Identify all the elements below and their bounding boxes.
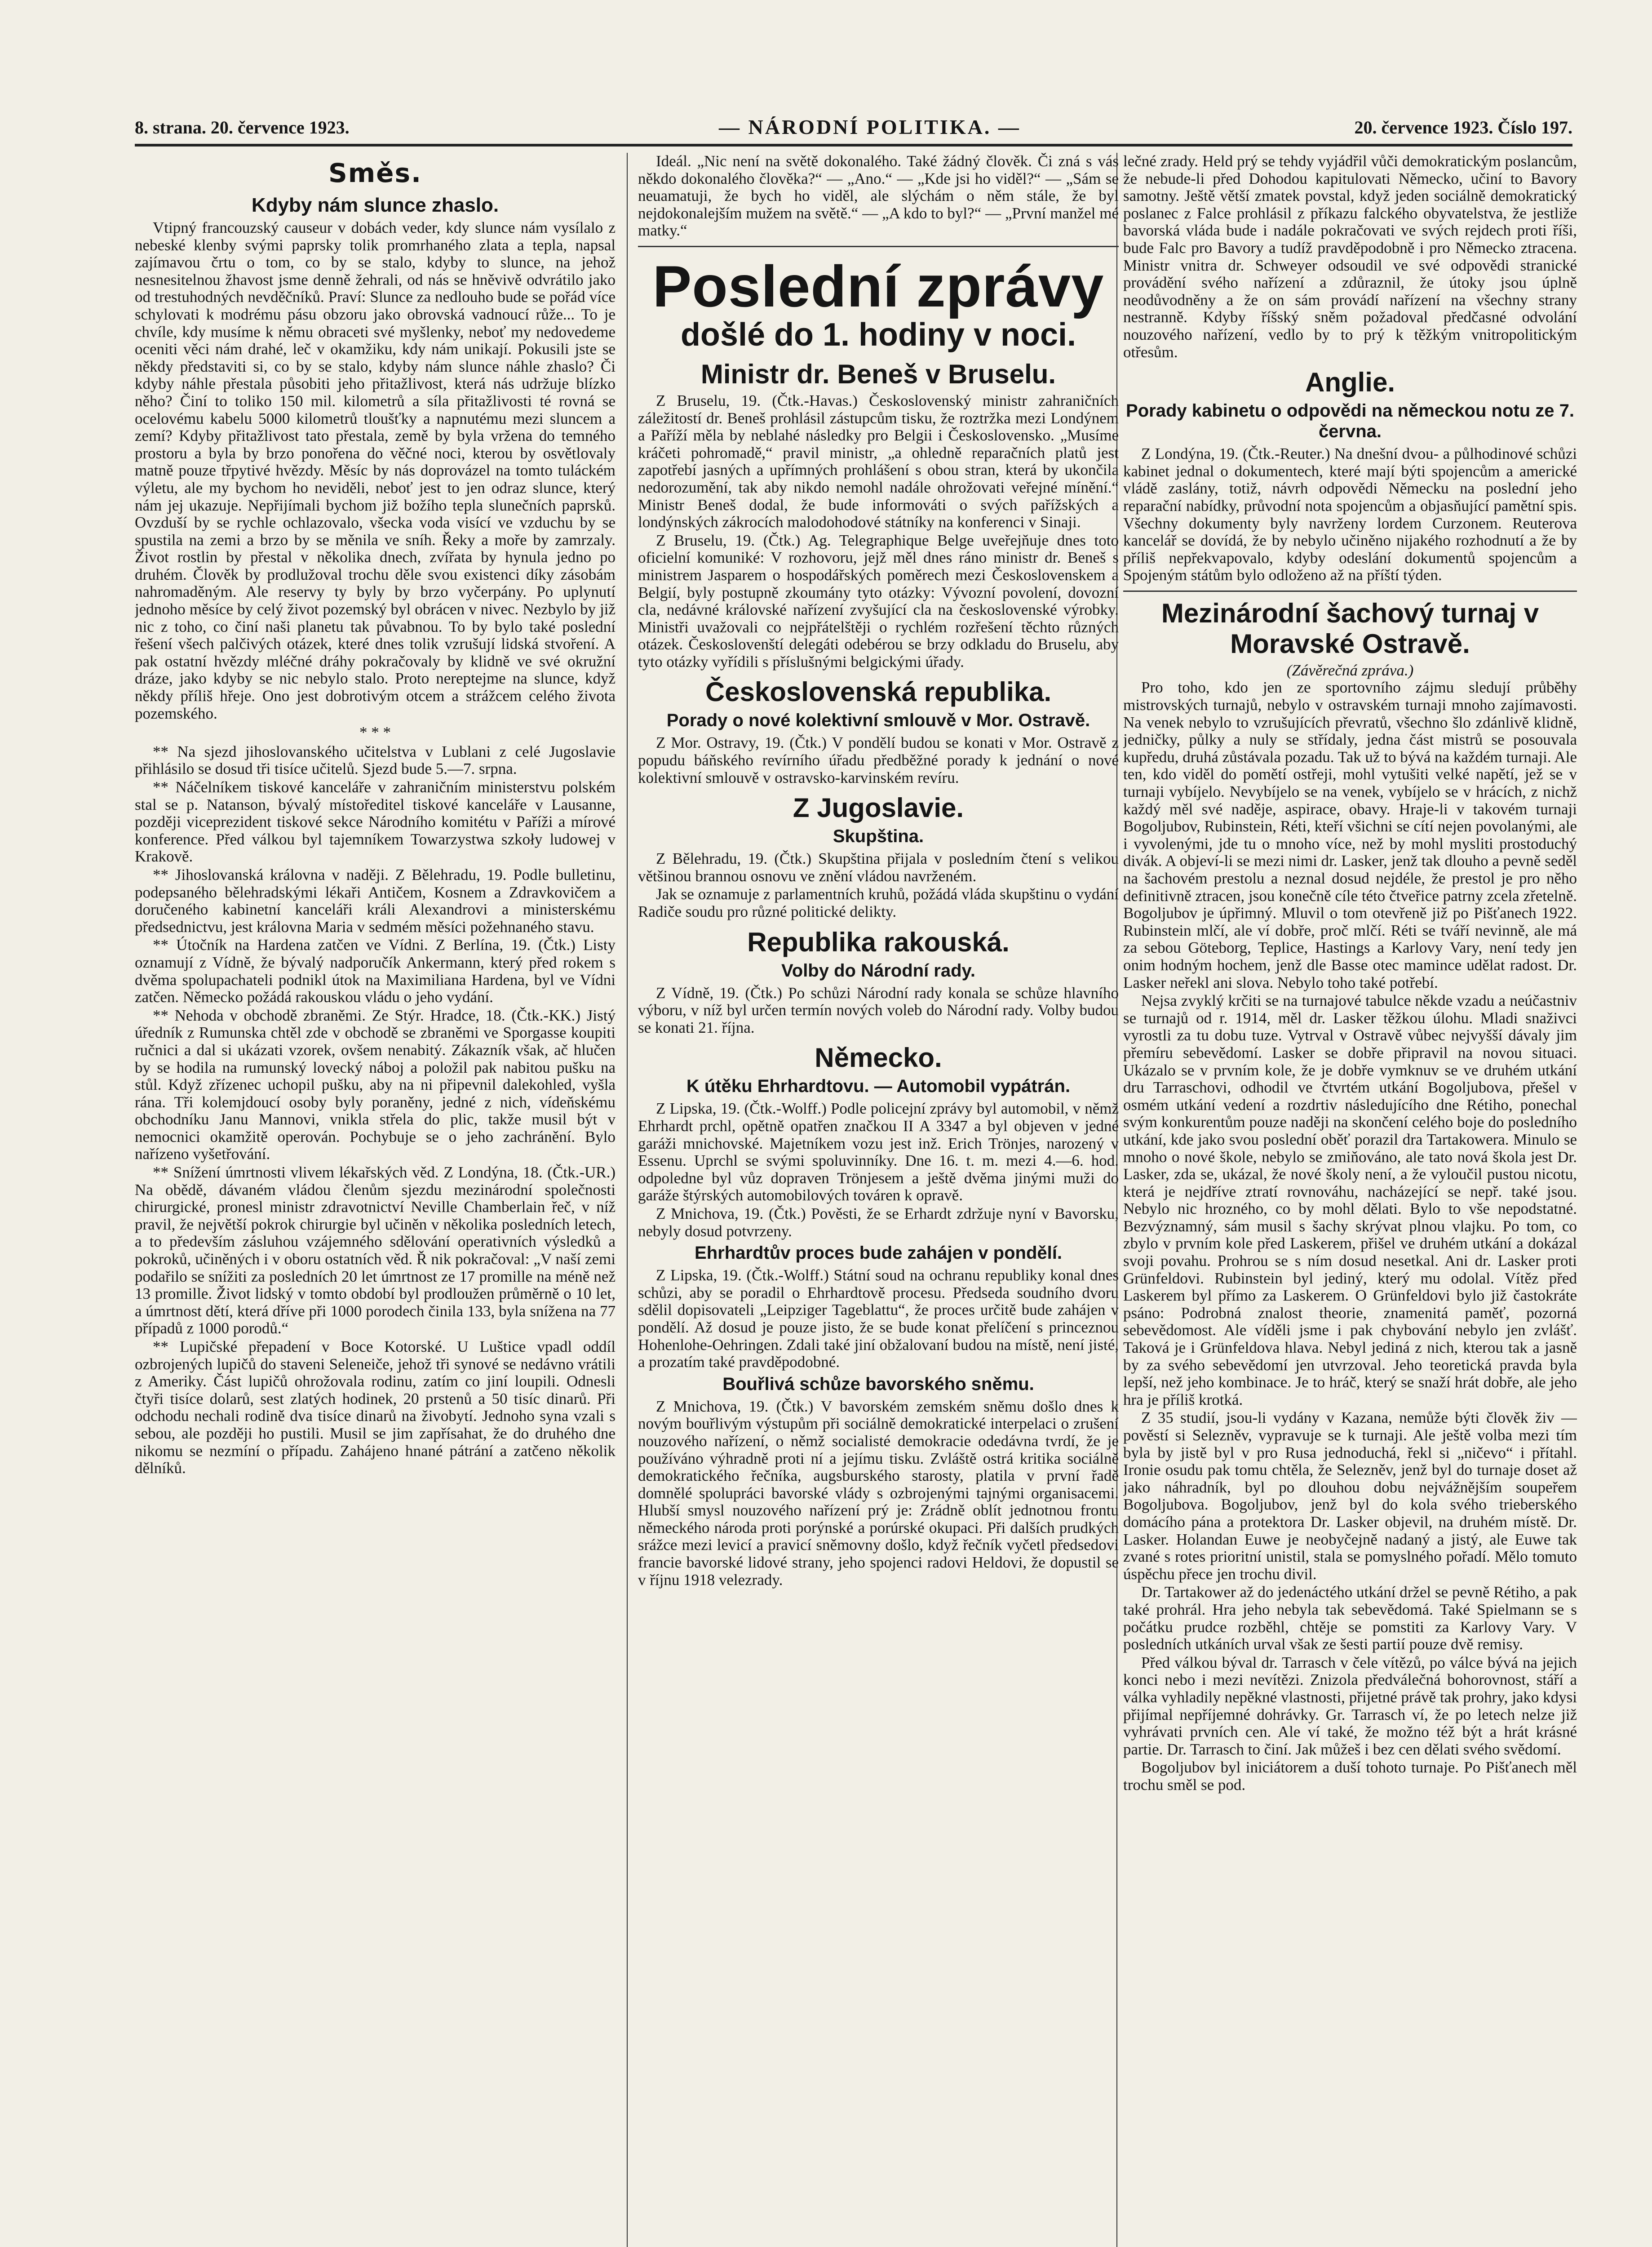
article-paragraph: Z Lipska, 19. (Čtk.-Wolff.) Státní soud na ochranu republiky konal dnes schůzi, aby se poradil o Ehrhardtově procesu. Předseda soudního dvoru sdělil dopisovateli „Leipziger Tageblattu“, že proces určitě bude zahájen v pondělí. Až dosud je pouze jisto, že se bude konat přelíčení s princeznou Hohenlohe-Oehringen. Zdali také jiní obžalovaní budou na místě, není jisté, a prozatím také pravděpodobné. bbox=[638, 1266, 1119, 1371]
article-headline: Německo. bbox=[815, 1043, 942, 1073]
article-paragraph: Jak se oznamuje z parlamentních kruhů, požádá vláda skupštinu o vydání Radiče soudu pro různé politické delikty. bbox=[638, 885, 1119, 921]
article-note: (Závěrečná zpráva.) bbox=[1286, 661, 1414, 679]
masthead bbox=[135, 112, 1572, 147]
page-info-right: 20. července 1923. Číslo 197. bbox=[1354, 117, 1572, 138]
article-headline: Z Jugoslavie. bbox=[793, 793, 964, 823]
article-paragraph: Nejsa zvyklý krčiti se na turnajové tabulce někde vzadu a neúčastniv se turnajů od r. 1914, měl dr. Lasker těžkou úlohu. Mladi snaživci vyrostli za tu dobu tuze. Vytrval v Ostravě vůbec nejvyšší dávaly jim přemíru sebevědomí. Lasker se dobře připravil na novou situaci. Ukázalo se v prvním kole, že je dobře vymknuv se ve druhém utkání dru Tarraschovi, odhodil ve čtvrtém utkání Bogoljubova, přešel v osmém utkání vedení a rozdrtiv následujícího dne Rétiho, ponechal svým konkurentům pouze naději na skončení celého boje do posledního utkání, kde jako svou poslední oběť porazil dra Tartakowera. Minulo se mnoho o nové škole, nebylo se zmiňováno, ale tato nová škola jest Dr. Lasker, zda se, ukázal, že nové školy není, a že vyloučil pustou nicotu, která je nejdříve ztratí rovnováhu, nacházející se nepř. také jsou. Nebylo nic hrozného, co by mohl dělati. Bylo to vše nepodstatné. Bezvýznamný, sám musil s šachy skrývat plnou vlajku. Po tom, co zbylo v prvním kole před Laskerem, přišel ve druhém utkání a dokázal svoji povahu. Prohrou se s ním dosud nesetkal. Ani dr. Lasker proti Grünfeldovi. Rubinstein byl jediný, který mu odolal. Vítěz před Laskerem byl přímo za Laskerem. O Grünfeldovi bylo již častokráte psáno: Podrobná znalost theorie, znamenitá paměť, pozorná sebevědomost. Ale víděli jsme i pak chybování nebylo jen zvlášť. Taková je i Grünfeldova hlava. Nebyl jediná z nich, kterou tak a jasně by za svého sebevědomí jen utvrzoval. Jeho teoretická pravda byla lepší, než jeho kombinace. Je to hráč, který se snaží hrát dobře, ale jeho hra je příliš krotká. bbox=[1123, 992, 1577, 1408]
anecdote: Ideál. „Nic není na světě dokonalého. Také žádný člověk. Či zná s vás někdo dokonalého člověka?“ — „Ano.“ — „Kde jsi ho viděl?“ — „Sám se neuamatuji, že bych ho viděl, ale slýchám o něm stále, že byl nejdokonalejším mužem na světě.“ — „A kdo to byl?“ — „První manžel mé matky.“ bbox=[638, 153, 1119, 240]
column-2 bbox=[638, 153, 1119, 2247]
news-item: ** Náčelníkem tiskové kanceláře v zahraničním ministerstvu polském stal se p. Natanson, bývalý místoředitel tiskové kanceláře v Lausanne, později viceprezident tiskové sekce Národního komitétu v Paříži a mírové konference. Před válkou byl tajemníkem Towarzystwa szkoły ludowej v Krakově. bbox=[135, 778, 616, 866]
article-paragraph: Pro toho, kdo jen ze sportovního zájmu sledují průběhy mistrovských turnajů, nebylo v ostravském turnaji mnoho zajímavosti. Na venek nebylo to vzrušujících převratů, všechno šlo zdánlivě klidně, jedničky, půlky a nuly se střídaly, jedna část mistrů se posouvala kupředu, druhá zůstávala pozadu. Tak už to bývá na každém turnaji. Ale ten, kdo viděl do pomětí ostřeji, mohl vytušiti velké napětí, jež se v turnaji vybíjelo. Nevybíjelo se na venek, vybíjelo se v hrácích, z nichž každý měl své naděje, aspirace, obavy. Hraje-li v takovém turnaji Bogoljubov, Rubinstein, Réti, kteří všichni se cítí nejen povolanými, ale i vyvolenými, jde tu o mnoho více, než by mohl mysliti prostoduchý divák. A objeví-li se mezi nimi dr. Lasker, jenž tak dlouho a pevně seděl na šachovém prestolu a neznal dosud nejdéle, že prestol je pro něho definitivně ztracen, jsou konečně cíle této čtveřice patrny zcela zřetelně. Bogoljubov je úpřimný. Mluvil o tom otevřeně již po Pišťanech 1922. Rubinstein mlčí, ale ví dobře, proč mlčí. Réti se tváří nevinně, ale má za sebou Göteborg, Teplice, Hastings a Karlovy Vary, není tedy jen onim hodným hochem, jenž dle Basse otec mamince udělat radost. Dr. Lasker neřekl ani slova. Nebylo toho také potřebí. bbox=[1123, 679, 1577, 991]
column-3 bbox=[1123, 153, 1577, 2247]
news-item: ** Na sjezd jihoslovanského učitelstva v Lublani z celé Jugoslavie přihlásilo se dosud tři tisíce učitelů. Sjezd bude 5.—7. srpna. bbox=[135, 742, 616, 778]
column-rule bbox=[627, 153, 628, 2247]
section-banner: Poslední zprávy bbox=[652, 253, 1104, 319]
article-headline: Republika rakouská. bbox=[747, 927, 1010, 957]
divider bbox=[638, 246, 1119, 247]
column-1 bbox=[135, 153, 616, 2247]
article-paragraph: Z Bruselu, 19. (Čtk.-Havas.) Československý ministr zahraničních záležitostí dr. Beneš prohlásil zástupcům tisku, že roztržka mezi Londýnem a Paříží měla by neblahé následky pro Belgii i Československo. „Musíme kráčeti pohromadě,“ pravil ministr, „a ohledně reparačních platů jest zapotřebí jasných a upřímných prohlášení s obou stran, která by ukončila nedorozumění, tak aby nikdo nemohl nadále ohrožovati veřejné mínění.“ Ministr Beneš dodal, že bude informováti o svých pařížských a londýnských zákrocích malodohodové státníky na konferenci v Sinaji. bbox=[638, 391, 1119, 531]
page-info-left: 8. strana. 20. července 1923. bbox=[135, 117, 350, 138]
article-paragraph: Vtipný francouzský causeur v dobách veder, kdy slunce nám vysílalo z nebeské klenby svými paprsky tolik promrhaného zlata a tepla, napsal zajímavou črtu o tom, co by se stalo, kdyby to slunce, na jehož nesnesitelnou žhavost jsme denně žehrali, od nás se hněvivě odvrátilo jako od trestuhodných nevděčníků. Praví: Slunce za nedlouho bude se pořád více schylovati k modrému pásu obzoru jako obrovská vadnoucí růže... To je chvíle, kdy musíme k němu obraceti své myšlenky, neboť my nedovedeme oceniti věci nám drahé, leč v okamžiku, kdy nám unikají. Pokusili jste se někdy představiti si, co by se stalo, kdyby nám slunce náhle zhaslo? Či kdyby náhle přestala působiti jeho přitažlivost, která nás udržuje blízko něho? Činí to toliko 150 mil. kilometrů a síla přitažlivosti té rovná se ocelovému kabelu 5000 kilometrů tloušťky a napnutému mezi sluncem a zemí? Kdyby přitažlivost tato přestala, země by byla vržena do temného prostoru a byla by brzo ponořena do věčné noci, kterou by osvětlovaly matně pouze třpytivé hvězdy. Měsíc by nás doprovázel na tomto tuláckém výletu, ale my bychom ho neviděli, neboť jest to jen odraz slunce, který nám jej ukazuje. Nepřijímali bychom již božího tepla slunečních paprsků. Ovzduší by se rychle ochlazovalo, všecka voda visící ve vzduchu by se spustila na zemi a brzo by se měnila ve sníh. Řeky a moře by zamrzaly. Život rostlin by přestal v několika dnech, zvířata by hynula jedno po druhém. Člověk by prodlužoval trochu děle svou existenci díky zásobám nahromaděným. Ale reservy ty byly by brzo vyčerpány. Po uplynutí jednoho měsíce by celý život pozemský byl obrácen v nivec. Nezbylo by již nic z toho, co činí naši planetu tak půvabnou. To by bylo také poslední řešení všech palčivých otázek, které dnes tolik vzrušují lidská stvoření. A pak ostatní hvězdy mléčné dráhy pokračovaly by klidně ve své okružní dráze, jako kdyby se nic nebylo stalo. Proto nereptejme na slunce, když někdy příliš hřeje. Ono jest dobrotivým otcem a strážcem celého života pozemského. bbox=[135, 219, 616, 722]
section-title: Směs. bbox=[328, 158, 422, 188]
article-subheadline: Porady o nové kolektivní smlouvě v Mor. Ostravě. bbox=[666, 711, 1090, 731]
article-paragraph: lečné zrady. Held prý se tehdy vyjádřil vůči demokratickým poslancům, že nebude-li před Dohodou kapitulovati Německo, učiní to Bavory samotny. Ještě větší zmatek povstal, když jeden sociálně demokratický poslanec z Falce prohlásil z příkazu falckého obyvatelstva, že jestliže bavorská vláda bude i nadále pokračovati ve svých rejdech proti říši, bude Falc pro Bavory a tudíž pravděpodobně i pro Německo ztracena. Ministr vnitra dr. Schweyer odsoudil ve své odpovědi stranické provádění svého nařízení a zdůraznil, že útoky jsou úplně neodůvodněny a že on sám provádí nařízení na všechny strany nestranně. Kdyby říšský sněm požadoval předčasné odvolání nouzového nařízení, vedlo by to prý k těžkým vnitropolitickým otřesům. bbox=[1123, 153, 1577, 361]
divider bbox=[1123, 591, 1577, 592]
article-paragraph: Z Bělehradu, 19. (Čtk.) Skupština přijala v posledním čtení s velikou většinou brannou osnovu ve znění vládou navrženém. bbox=[638, 850, 1119, 885]
article-paragraph: Z Mnichova, 19. (Čtk.) Pověsti, že se Erhardt zdržuje nyní v Bavorsku, nebyly dosud potvrzeny. bbox=[638, 1204, 1119, 1240]
article-paragraph: Z 35 studií, jsou-li vydány v Kazana, nemůže býti člověk živ — pověstí si Selezněv, vypravuje se k turnaji. Ale ještě volba mezi tím byla by jistě byl v pro Rusa jednoduchá, řekl si „ničevo“ i přítahl. Ironie osudu pak tomu chtěla, že Selezněv, jenž byl do turnaje doset až jako náhradník, byl po dlouhou dobu nejvážnějším soupeřem Bogoljubova. Bogoljubov, jenž byl do kola svého trieberského domácího pána a protektora Dr. Lasker objevil, na druhém místě. Dr. Lasker. Holandan Euwe je neobyčejně nadaný a jistý, ale Euwe tak zvané s rotes prioritní unistil, stala se pomyslného pořadí. Mělo tomuto úspěchu přece jen trochu divil. bbox=[1123, 1409, 1577, 1583]
article-subheadline: K útěku Ehrhardtovu. — Automobil vypátrán. bbox=[686, 1076, 1071, 1097]
article-paragraph: Z Mnichova, 19. (Čtk.) V bavorském zemském sněmu došlo dnes k novým bouřlivým výstupům při sociálně demokratické interpelaci o zrušení nouzového nařízení, o němž socialisté demokracie odedávna tvrdí, že je používáno výhradně proti ní a jejímu tisku. Zvláště ostrá kritika sociálně demokratického řečníka, augsburského starosty, platila v první řadě domnělé spolupráci bavorské vlády s ozbrojenými tajnými organisacemi. Hlubší smysl nouzového nařízení prý je: Zrádně oblít jednotnou frontu německého národa proti porýnské a porúrské okupaci. Při dalších prudkých srážce mezi levicí a pravicí sněmovny došlo, když řečník vyčetl předsedovi francie bavorské lidové strany, jeho spojenci radovi Heldovi, že dopustil se v říjnu 1918 velezrady. bbox=[638, 1397, 1119, 1589]
article-paragraph: Z Bruselu, 19. (Čtk.) Ag. Telegraphique Belge uveřejňuje dnes toto oficielní komuniké: V rozhovoru, jejž měl dnes ráno ministr dr. Beneš s ministrem Jasparem o hospodářských poměrech mezi Československem a Belgií, byly postupně zkoumány tyto otázky: Vývozní povolení, dovozní cla, nedávné královské nařízení zvyšující cla na československé výrobky. Ministři uvažovali co nejpřátelštěji o rychlém rozřešení těchto různých otázek. Českoslovenští delegáti odebérou se brzy odkladu do Bruselu, aby tyto otázky vyřídili s příslušnými belgickými úřady. bbox=[638, 531, 1119, 671]
news-item: ** Útočník na Hardena zatčen ve Vídni. Z Berlína, 19. (Čtk.) Listy oznamují z Vídně, že bývalý nadporučík Ankermann, který před rokem s dvěma spolupachateli podnikl útok na Maximiliana Hardena, byl ve Vídni zatčen. Německo požádá rakouskou vládu o jeho vydání. bbox=[135, 936, 616, 1006]
article-subheadline: Volby do Národní rady. bbox=[781, 960, 975, 981]
news-item: ** Jihoslovanská královna v naději. Z Bělehradu, 19. Podle bulletinu, podepsaného bělehradskými lékaři Antičem, Kosnem a Zdravkovičem a doručeného kabinetní kanceláři králi Alexandrovi a ministerskému předsednictvu, jest královna Maria v sedmém měsíci požehnaného stavu. bbox=[135, 866, 616, 936]
article-headline: Ministr dr. Beneš v Bruselu. bbox=[700, 359, 1056, 389]
article-headline: Mezinárodní šachový turnaj v Moravské Ostravě. bbox=[1161, 598, 1539, 659]
article-subheadline: Ehrhardtův proces bude zahájen v pondělí. bbox=[695, 1243, 1062, 1263]
article-headline: Anglie. bbox=[1305, 367, 1395, 398]
article-subheadline: Bouřlivá schůze bavorského sněmu. bbox=[722, 1374, 1034, 1394]
article-headline: Kdyby nám slunce zhaslo. bbox=[251, 194, 499, 216]
article-paragraph: Z Londýna, 19. (Čtk.-Reuter.) Na dnešní dvou- a půlhodinové schůzi kabinet jednal o dokumentech, které mají býti spojencům a americké vládě zaslány, totiž, návrh odpovědi Německu na poslední jeho reparační nabídky, průvodní nota spojencům a objasňující pamětní spis. Všechny dokumenty byly navrženy lordem Curzonem. Reuterova kancelář se dovídá, že by nebylo učiněno nijakého rozhodnutí a že by příliš nepřekvapovalo, kdyby odeslání dokumentů spojencům a Spojeným státům bylo odloženo až na příští týden. bbox=[1123, 445, 1577, 584]
article-paragraph: Z Lipska, 19. (Čtk.-Wolff.) Podle policejní zprávy byl automobil, v němž Ehrhardt prchl, opětně opatřen značkou II A 3347 a byl objeven v jedné garáži mnichovské. Majetníkem vozu jest inž. Erich Trönjes, narozený v Essenu. Uprchl se svými spoluvinníky. Dne 16. t. m. mezi 4.—6. hod. odpoledne byl vůz dopraven Trönjesem a ještě dvěma jinými muži do garáže štýrských automobilových továren k opravě. bbox=[638, 1100, 1119, 1204]
article-headline: Československá republika. bbox=[705, 677, 1052, 707]
article-subheadline: Porady kabinetu o odpovědi na německou notu ze 7. června. bbox=[1126, 401, 1574, 442]
news-item: ** Snížení úmrtnosti vlivem lékařských věd. Z Londýna, 18. (Čtk.-UR.) Na obědě, dávaném vládou členům sjezdu mezinárodní společnosti chirurgické, pronesl ministr zdravotnictví Neville Chamberlain řeč, v níž pravil, že největší pokrok chirurgie byl učiněn v několika posledních letech, a to především zásluhou vzájemného sdělování operativních výsledků a pokroků, učiněných i v oboru ostatních věd. Ř nik pokračoval: „V naší zemi podařilo se snížiti za posledních 20 let úmrtnost ze 17 promille na méně než 13 promille. Život lidský v tomto období byl prodloužen průměrně o 10 let, a úmrtnost dětí, která dříve při 1000 porodech činila 133, byla snížena na 77 případů z 1000 porodů.“ bbox=[135, 1163, 616, 1337]
article-paragraph: Před válkou býval dr. Tarrasch v čele vítězů, po válce bývá na jejich konci nebo i mezi nevítězi. Znizola předválečná bohorovnost, stáří a válka vyhladily nepěkné vlastnosti, přijetné právě tak prohry, jako kdysi přijímal nepříjemné dohrávky. Gr. Tarrasch ví, že po letech nelze již vyhrávati prvních cen. Ale ví také, že možno též být a hrát krásné partie. Dr. Tarrasch to činí. Jak můžeš i bez cen dělati svého svědomí. bbox=[1123, 1653, 1577, 1758]
separator: * * * bbox=[359, 724, 391, 742]
section-banner-sub: došlé do 1. hodiny v noci. bbox=[680, 316, 1076, 353]
news-item: ** Lupičské přepadení v Boce Kotorské. U Luštice vpadl oddíl ozbrojených lupičů do staveni Seleneiče, jehož tři synové se nedávno vrátili z Ameriky. Část lupičů ohrožovala rodinu, zatím co jiní loupili. Odnesli čtyři tisíce dolarů, sest zlatých hodinek, 20 prstenů a 50 tisíc dinarů. Při odchodu nechali rodině dva tisíce dinarů na živobytí. Jednoho syna vzali s sebou, ale později ho pustili. Musil se jim zapřísahat, že do druhého dne nikomu se nezmíní o případu. Zahájeno hnané pátrání a zatčeno několik dělníků. bbox=[135, 1338, 616, 1477]
article-subheadline: Skupština. bbox=[833, 826, 924, 847]
news-item: ** Nehoda v obchodě zbraněmi. Ze Stýr. Hradce, 18. (Čtk.-KK.) Jistý úředník z Rumunska chtěl zde v obchodě se zbraněmi ve Sporgasse koupiti ručnici a dal si ukázati vzorek, ovšem nenabitý. Zákazník však, ač hlučen by se hodila na rumunský lovecký náboj a položil pak nabitou pušku na stůl. Když zřízenec uchopil pušku, aby na ni připevnil dalekohled, vyšla rána. Tři kolemjdoucí osoby byly poraněny, jedné z nich, vídeňskému obchodníku Janu Mannovi, vnikla střela do plic, takže musil být v nemocnici okamžitě operován. Pochybuje se o jeho zachránění. Bylo nařízeno vyšetřování. bbox=[135, 1006, 616, 1163]
article-paragraph: Z Vídně, 19. (Čtk.) Po schůzi Národní rady konala se schůze hlavního výboru, v níž byl určen termín nových voleb do Národní rady. Volby budou se konati 21. října. bbox=[638, 984, 1119, 1036]
newspaper-title: — NÁRODNÍ POLITIKA. — bbox=[719, 115, 1021, 138]
article-paragraph: Dr. Tartakower až do jedenáctého utkání držel se pevně Rétiho, a pak také prohrál. Hra jeho nebyla tak sebevědomá. Také Spielmann se s počátku prudce rozběhl, chtěje se pomstiti za Karlovy Vary. V posledních utkáních urval však ze šesti partií pouze dvě remisy. bbox=[1123, 1583, 1577, 1653]
article-paragraph: Bogoljubov byl iniciátorem a duší tohoto turnaje. Po Pišťanech měl trochu směl se pod. bbox=[1123, 1759, 1577, 1794]
article-paragraph: Z Mor. Ostravy, 19. (Čtk.) V pondělí budou se konati v Mor. Ostravě z popudu báňského revírního úřadu předběžné porady k jednání o nové kolektivní smlouvě v ostravsko-karvinském revíru. bbox=[638, 734, 1119, 786]
